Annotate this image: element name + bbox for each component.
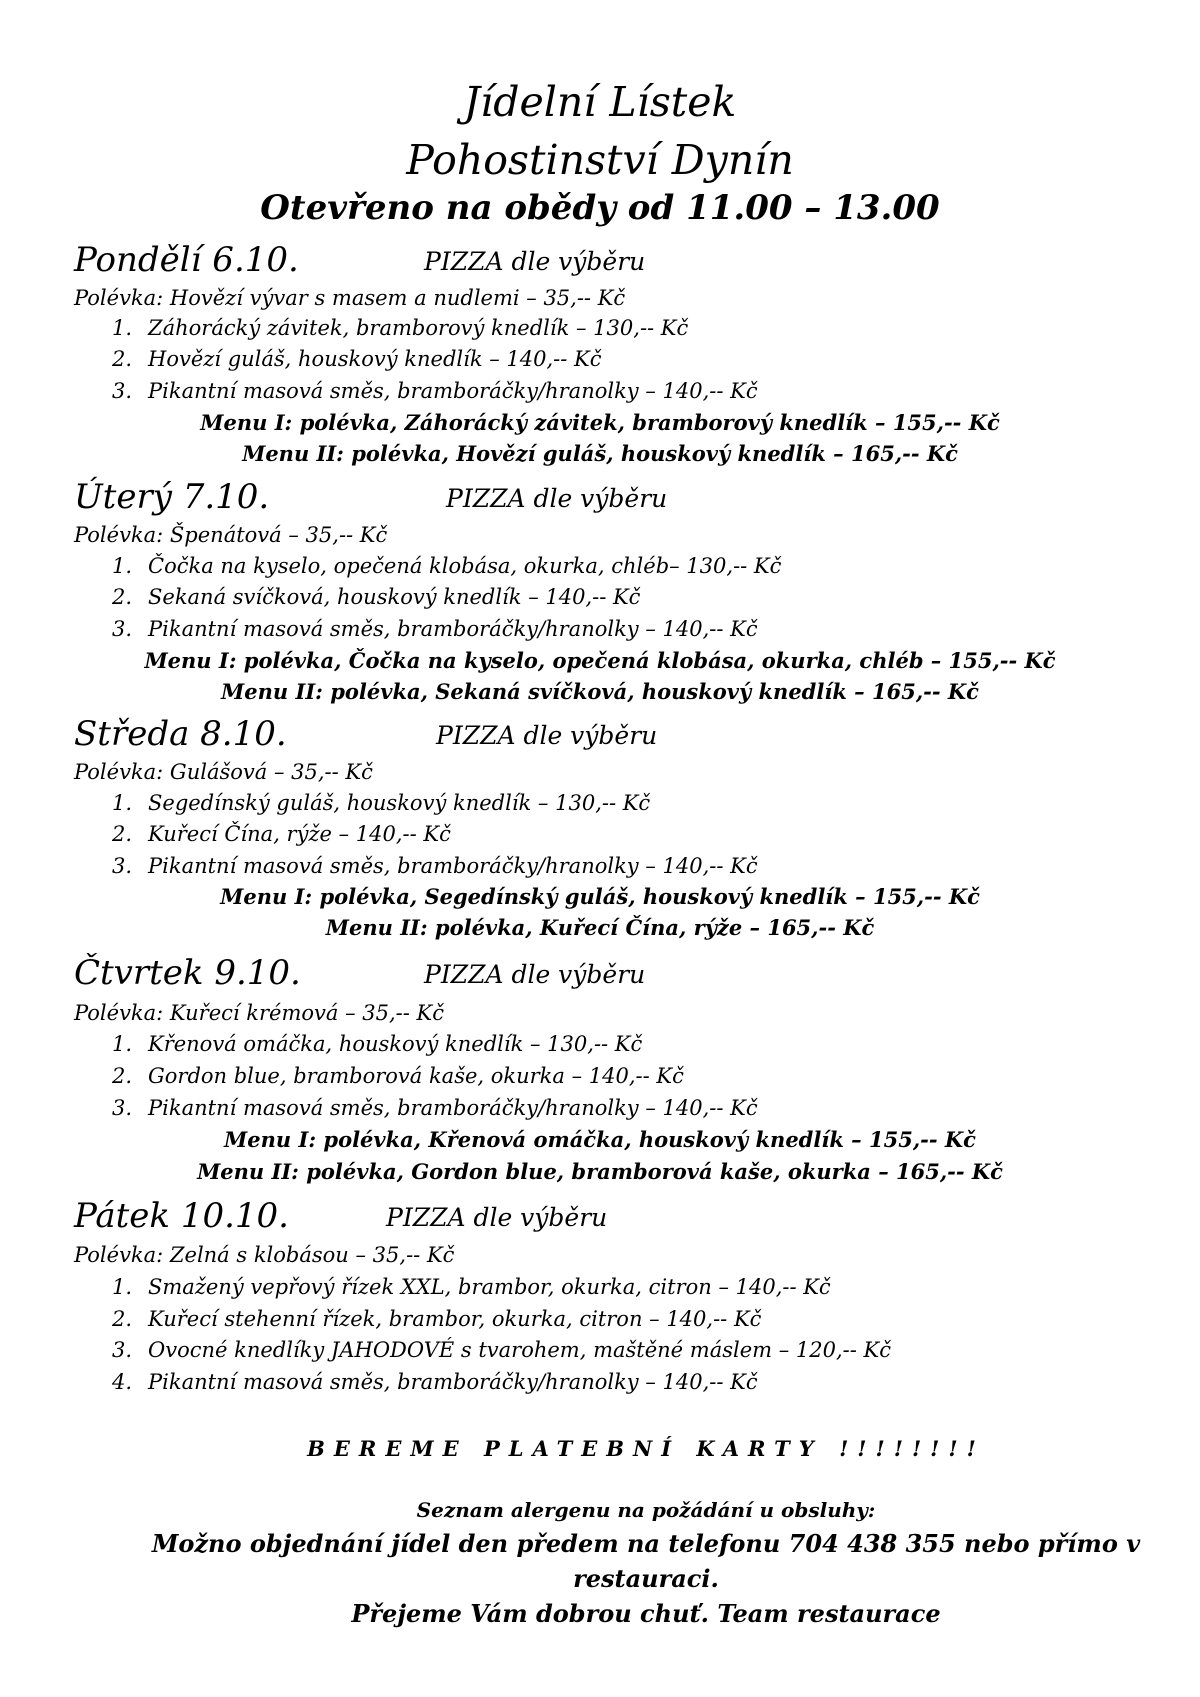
list-item: 2. Kuřecí stehenní řízek, brambor, okurka, citron – 140,-- Kč [112,1307,762,1331]
list-item: 3. Pikantní masová směs, bramboráčky/hranolky – 140,-- Kč [112,617,758,641]
menu-combo: Menu II: polévka, Hovězí guláš, houskový knedlík – 165,-- Kč [242,441,958,466]
menu-combo: Menu I: polévka, Křenová omáčka, houskový knedlík – 155,-- Kč [224,1127,976,1152]
menu-combo: Menu II: polévka, Kuřecí Čína, rýže – 165,-- Kč [325,915,875,940]
list-item: 3. Pikantní masová směs, bramboráčky/hranolky – 140,-- Kč [112,854,758,878]
day-heading: Čtvrtek 9.10. [74,953,301,993]
pizza-note: PIZZA dle výběru [446,484,668,513]
list-item: 2. Kuřecí Čína, rýže – 140,-- Kč [112,822,451,846]
payment-cards-note: BEREME PLATEBNÍ KARTY !!!!!!!! [307,1436,985,1461]
list-item: 1. Záhorácký závitek, bramborový knedlík – 130,-- Kč [112,316,689,340]
list-item: 1. Čočka na kyselo, opečená klobása, okurka, chléb– 130,-- Kč [112,554,782,578]
menu-combo: Menu II: polévka, Gordon blue, bramborová kaše, okurka – 165,-- Kč [197,1159,1003,1184]
order-note: Možno objednání jídel den předem na telefonu 704 438 355 nebo přímo v [151,1529,1141,1558]
soup-line: Polévka: Špenátová – 35,-- Kč [74,523,388,547]
soup-line: Polévka: Kuřecí krémová – 35,-- Kč [74,1001,444,1025]
list-item: 3. Pikantní masová směs, bramboráčky/hranolky – 140,-- Kč [112,1096,758,1120]
list-item: 1. Křenová omáčka, houskový knedlík – 130,-- Kč [112,1032,643,1056]
order-note-cont: restauraci. [573,1564,719,1593]
allergen-note: Seznam alergenu na požádání u obsluhy: [416,1498,876,1522]
list-item: 3. Pikantní masová směs, bramboráčky/hranolky – 140,-- Kč [112,379,758,403]
pizza-note: PIZZA dle výběru [386,1203,608,1232]
day-heading: Úterý 7.10. [74,477,270,517]
menu-combo: Menu II: polévka, Sekaná svíčková, houskový knedlík – 165,-- Kč [221,679,979,704]
pizza-note: PIZZA dle výběru [436,721,658,750]
pizza-note: PIZZA dle výběru [424,247,646,276]
pizza-note: PIZZA dle výběru [424,960,646,989]
day-heading: Pátek 10.10. [74,1196,289,1236]
soup-line: Polévka: Gulášová – 35,-- Kč [74,760,373,784]
restaurant-name: Pohostinství Dynín [406,136,794,184]
page-title: Jídelní Lístek [463,78,737,126]
list-item: 1. Segedínský guláš, houskový knedlík – 130,-- Kč [112,791,651,815]
list-item: 1. Smažený vepřový řízek XXL, brambor, okurka, citron – 140,-- Kč [112,1275,831,1299]
list-item: 2. Sekaná svíčková, houskový knedlík – 140,-- Kč [112,585,641,609]
menu-combo: Menu I: polévka, Čočka na kyselo, opečená klobása, okurka, chléb – 155,-- Kč [144,648,1056,673]
menu-combo: Menu I: polévka, Záhorácký závitek, bramborový knedlík – 155,-- Kč [200,410,1000,435]
list-item: 4. Pikantní masová směs, bramboráčky/hranolky – 140,-- Kč [112,1370,758,1394]
day-heading: Středa 8.10. [74,714,287,754]
soup-line: Polévka: Zelná s klobásou – 35,-- Kč [74,1243,455,1267]
list-item: 2. Gordon blue, bramborová kaše, okurka – 140,-- Kč [112,1064,684,1088]
menu-combo: Menu I: polévka, Segedínský guláš, houskový knedlík – 155,-- Kč [220,884,980,909]
list-item: 3. Ovocné knedlíky JAHODOVÉ s tvarohem, maštěné máslem – 120,-- Kč [112,1338,891,1362]
list-item: 2. Hovězí guláš, houskový knedlík – 140,-- Kč [112,347,602,371]
closing-wish: Přejeme Vám dobrou chuť. Team restaurace [351,1599,941,1628]
day-heading: Pondělí 6.10. [74,240,299,280]
opening-hours: Otevřeno na obědy od 11.00 – 13.00 [260,188,940,228]
soup-line: Polévka: Hovězí vývar s masem a nudlemi – 35,-- Kč [74,286,626,310]
